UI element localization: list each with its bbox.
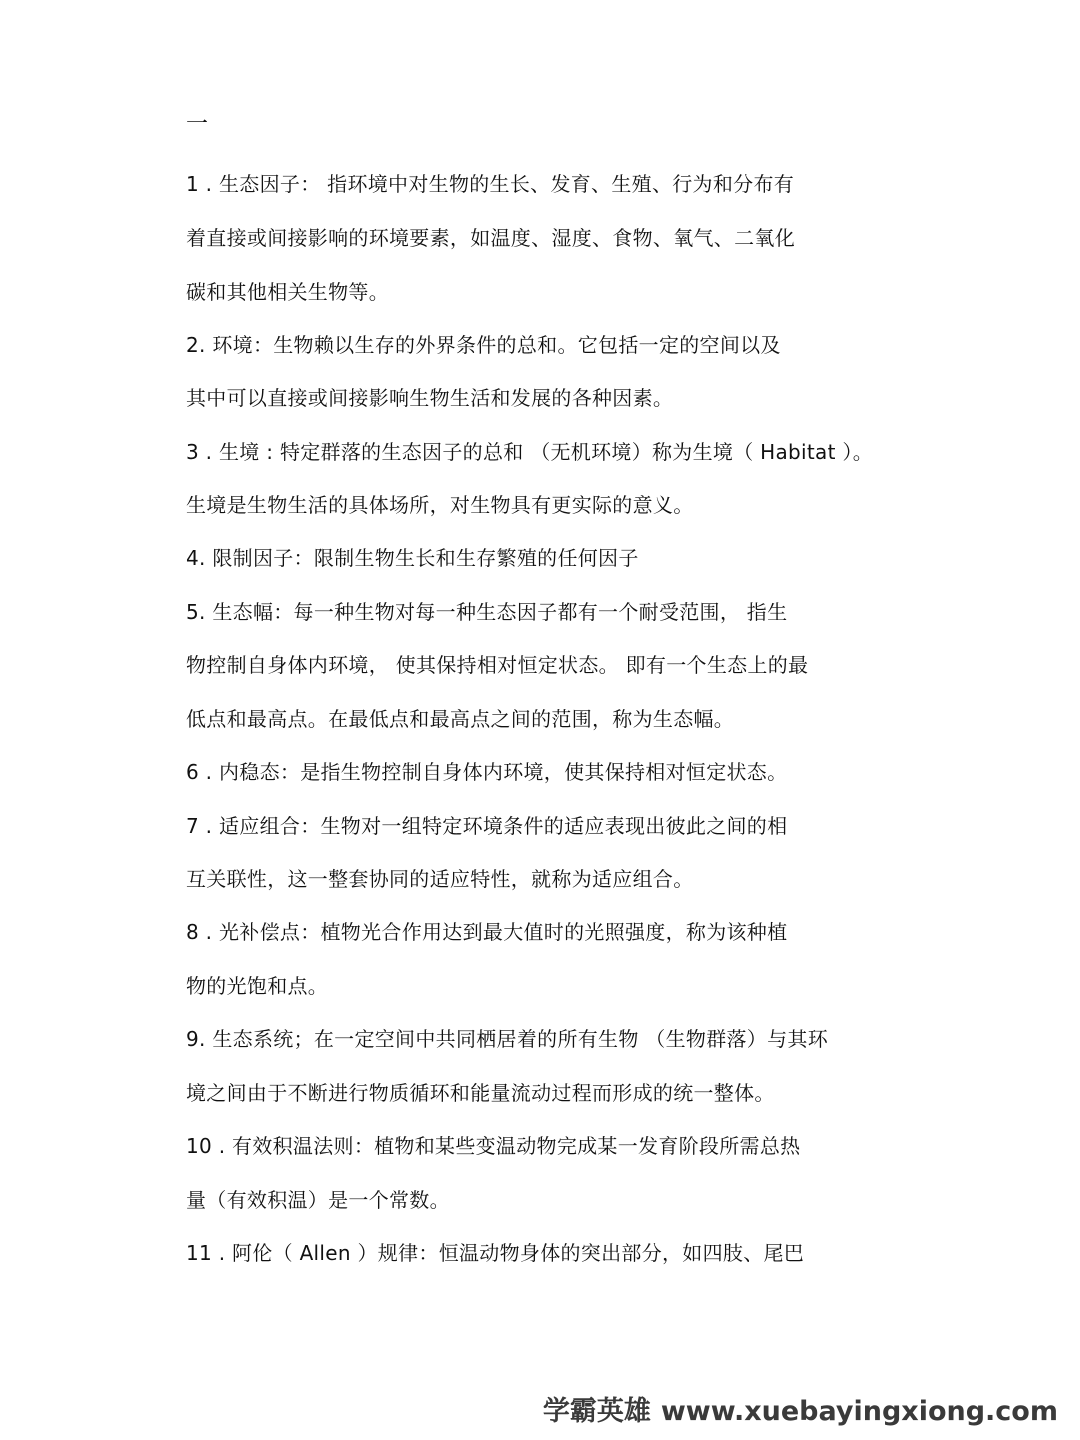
text-line: 境之间由于不断进行物质循环和能量流动过程而形成的统一整体。	[186, 1081, 775, 1105]
text-line: 4. 限制因子：限制生物生长和生存繁殖的任何因子	[186, 546, 639, 570]
text-line: 量（有效积温）是一个常数。	[186, 1188, 450, 1212]
text-line: 其中可以直接或间接影响生物生活和发展的各种因素。	[186, 386, 674, 410]
footer-brand: 学霸英雄	[542, 1396, 651, 1427]
section-heading-mark: 一	[186, 112, 209, 137]
footer-watermark	[543, 1392, 1058, 1432]
text-line: 生境是生物生活的具体场所，对生物具有更实际的意义。	[186, 493, 694, 517]
text-line: 1 . 生态因子： 指环境中对生物的生长、发育、生殖、行为和分布有	[186, 172, 795, 196]
text-line: 互关联性，这一整套协同的适应特性，就称为适应组合。	[186, 867, 694, 891]
text-line: 着直接或间接影响的环境要素，如温度、湿度、食物、氧气、二氧化	[186, 226, 795, 250]
text-line: 9. 生态系统；在一定空间中共同栖居着的所有生物 （生物群落）与其环	[186, 1027, 828, 1051]
text-line: 碳和其他相关生物等。	[186, 280, 389, 304]
text-line: 物的光饱和点。	[186, 974, 329, 998]
text-line: 7 . 适应组合：生物对一组特定环境条件的适应表现出彼此之间的相	[186, 814, 788, 838]
text-line: 低点和最高点。在最低点和最高点之间的范围，称为生态幅。	[186, 707, 735, 731]
text-line: 物控制自身体内环境， 使其保持相对恒定状态。 即有一个生态上的最	[186, 653, 809, 677]
text-line: 8 . 光补偿点：植物光合作用达到最大值时的光照强度，称为该种植	[186, 920, 788, 944]
text-line: 6 . 内稳态：是指生物控制自身体内环境，使其保持相对恒定状态。	[186, 760, 788, 784]
footer-url[interactable]: www.xuebayingxiong.com	[660, 1396, 1058, 1427]
text-line: 3 . 生境 : 特定群落的生态因子的总和 （无机环境）称为生境（ Habitat ）。	[186, 440, 874, 464]
text-line: 2. 环境：生物赖以生存的外界条件的总和。它包括一定的空间以及	[186, 333, 781, 357]
text-line: 11 . 阿伦（ Allen ）规律：恒温动物身体的突出部分，如四肢、尾巴	[186, 1241, 805, 1265]
text-line: 5. 生态幅：每一种生物对每一种生态因子都有一个耐受范围， 指生	[186, 600, 788, 624]
text-line: 10 . 有效积温法则：植物和某些变温动物完成某一发育阶段所需总热	[186, 1134, 801, 1158]
